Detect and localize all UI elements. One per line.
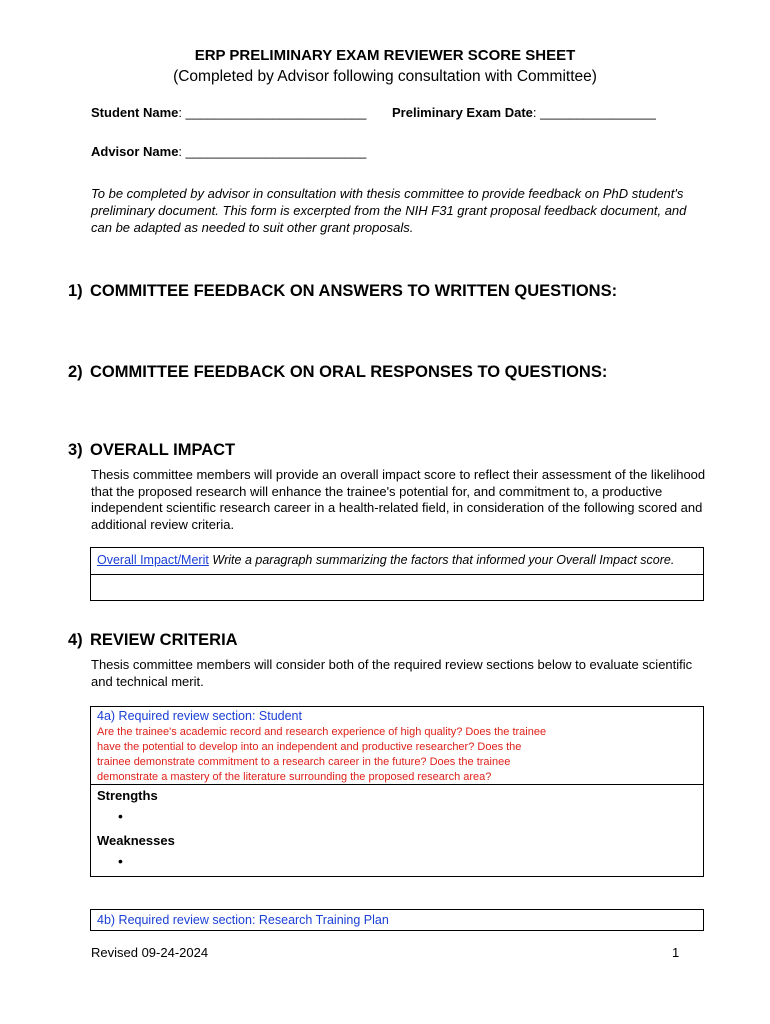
section-4-heading: [68, 631, 238, 650]
advisor-name-field[interactable]: [91, 144, 366, 159]
section-4-body: Thesis committee members will consider both of the required review sections below to evaluate scientific and technical merit.: [91, 657, 693, 689]
section-2-title: COMMITTEE FEEDBACK ON ORAL RESPONSES TO QUESTIONS:: [90, 363, 608, 381]
student-name-label: Student Name: [91, 105, 179, 120]
question-line-2: have the potential to develop into an independent and productive researcher? Does the: [97, 741, 522, 753]
section-3-title: OVERALL IMPACT: [90, 441, 236, 459]
revision-date: Revised 09-24-2024: [91, 945, 209, 960]
student-review-questions: [97, 725, 546, 785]
student-name-blank[interactable]: : _________________________: [178, 105, 367, 120]
weaknesses-label: Weaknesses: [97, 833, 175, 848]
section-1-title: COMMITTEE FEEDBACK ON ANSWERS TO WRITTEN QUESTIONS:: [90, 282, 618, 300]
section-2-number: 2): [68, 363, 83, 381]
overall-impact-response-area[interactable]: [91, 575, 703, 600]
student-review-title: 4a) Required review section: Student: [97, 709, 302, 723]
section-3-heading: [68, 441, 235, 460]
overall-impact-instructions: Write a paragraph summarizing the factors that informed your Overall Impact score.: [208, 553, 675, 567]
student-name-field[interactable]: [91, 105, 366, 120]
overall-impact-prompt: [97, 553, 674, 567]
document-title: ERP PRELIMINARY EXAM REVIEWER SCORE SHEET: [194, 47, 576, 64]
advisor-name-blank[interactable]: : _________________________: [178, 144, 367, 159]
page-number: 1: [672, 945, 680, 960]
section-3-body: Thesis committee members will provide an overall impact score to reflect their assessment of the likelihood that the proposed research will enhance the trainee's potential for, and commitment to, a productive independent scientific research career in a health-related field, in consideration of the following scored and additional review criteria.: [91, 467, 706, 532]
advisor-name-label: Advisor Name: [91, 144, 179, 159]
exam-date-label: Preliminary Exam Date: [392, 105, 533, 120]
overall-impact-box: [90, 547, 704, 601]
intro-instructions: To be completed by advisor in consultation with thesis committee to provide feedback on PhD student's preliminary document. This form is excerpted from the NIH F31 grant proposal feedback document, and can be adapted as needed to suit other grant proposals.: [91, 186, 687, 235]
section-1-heading: [68, 282, 617, 301]
question-line-3: trainee demonstrate commitment to a research career in the future? Does the trainee: [97, 756, 511, 768]
question-line-4: demonstrate a mastery of the literature surrounding the proposed research area?: [97, 771, 492, 783]
section-3-number: 3): [68, 441, 83, 459]
exam-date-field[interactable]: [392, 105, 656, 120]
student-review-box: [90, 706, 704, 877]
section-2-heading: [68, 363, 607, 382]
research-training-plan-box: [90, 909, 704, 931]
strengths-bullet[interactable]: •: [118, 808, 123, 824]
overall-impact-link[interactable]: Overall Impact/Merit: [97, 553, 209, 567]
section-4-title: REVIEW CRITERIA: [90, 631, 238, 649]
section-1-number: 1): [68, 282, 83, 300]
section-4-number: 4): [68, 631, 83, 649]
question-line-1: Are the trainee's academic record and research experience of high quality? Does the trainee: [97, 726, 547, 738]
strengths-label: Strengths: [97, 788, 158, 803]
weaknesses-bullet[interactable]: •: [118, 853, 123, 869]
document-subtitle: (Completed by Advisor following consultation with Committee): [173, 68, 597, 85]
exam-date-blank[interactable]: : ________________: [532, 105, 656, 120]
research-training-plan-title: 4b) Required review section: Research Training Plan: [97, 913, 389, 927]
